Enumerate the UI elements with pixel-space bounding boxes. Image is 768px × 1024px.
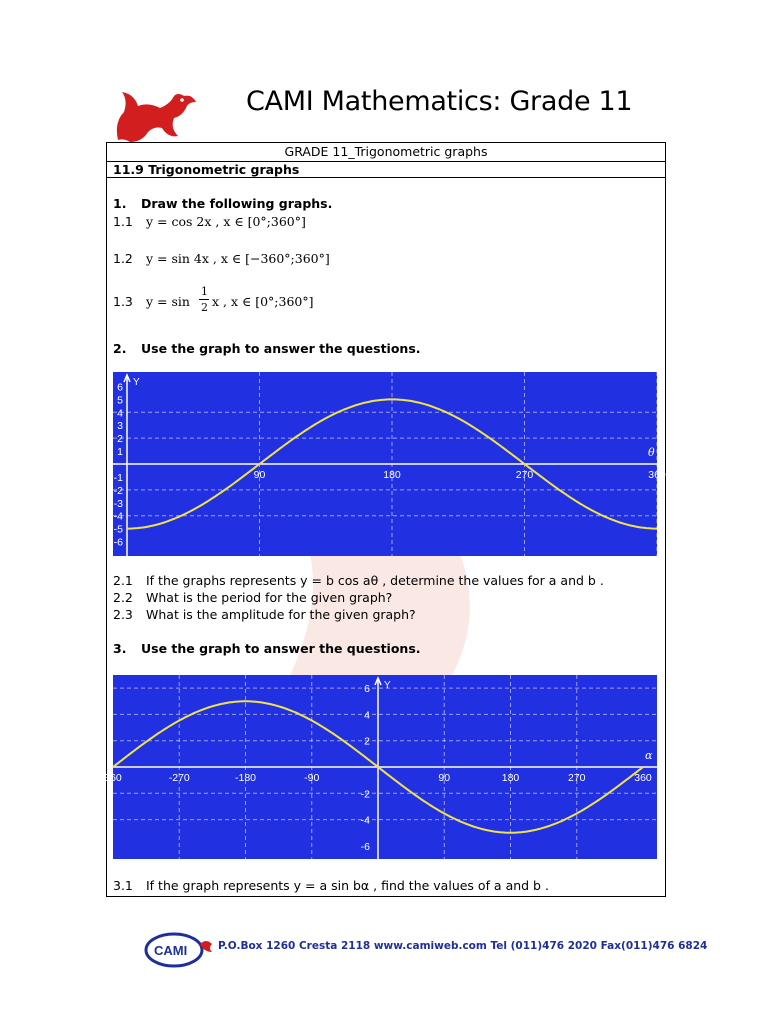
x-tick-label: 360: [104, 772, 122, 784]
section-heading: 11.9 Trigonometric graphs: [107, 162, 665, 178]
y-tick-label: -1: [113, 471, 123, 484]
q3-1-text: If the graph represents y = a sin bα , find the values of a and b .: [146, 878, 549, 893]
x-tick-label: 270: [515, 469, 534, 481]
q1-1-expr: y = cos 2x , x ∈ [0°;360°]: [146, 214, 306, 229]
q1-2-num: 1.2: [113, 251, 133, 266]
y-tick-label: -5: [113, 523, 123, 536]
y-tick-label: 2: [364, 735, 370, 748]
q1-text: Draw the following graphs.: [141, 196, 333, 211]
q2-3-text: What is the amplitude for the given graph?: [146, 607, 416, 622]
y-tick-label: -6: [360, 840, 370, 853]
q1-3-frac-num: 1: [201, 285, 208, 298]
x-tick-label: 90: [253, 469, 266, 481]
q3-label: 3.: [113, 641, 127, 656]
y-tick-label: 4: [117, 407, 123, 420]
q3-text: Use the graph to answer the questions.: [141, 641, 421, 656]
q2-text: Use the graph to answer the questions.: [141, 341, 421, 356]
y-tick-label: 6: [364, 683, 370, 696]
q2-2-num: 2.2: [113, 590, 133, 605]
y-tick-label: -4: [360, 814, 370, 827]
y-tick-label: 2: [117, 433, 123, 446]
q2-3-num: 2.3: [113, 607, 133, 622]
q1-2-expr: y = sin 4x , x ∈ [−360°;360°]: [146, 251, 330, 266]
y-tick-label: -4: [113, 510, 123, 523]
q1-3-frac-den: 2: [201, 301, 208, 314]
x-axis-label: α: [645, 749, 653, 762]
y-axis-label: Y: [384, 680, 391, 691]
y-axis-label: Y: [133, 377, 140, 388]
x-tick-label: -180: [234, 772, 257, 784]
fraction-bar: [199, 299, 209, 300]
y-tick-label: -2: [113, 484, 123, 497]
q1-3-expr-post: x , x ∈ [0°;360°]: [212, 294, 314, 309]
footer-logo-text: CAMI: [154, 943, 188, 958]
table-heading: GRADE 11_Trigonometric graphs: [107, 143, 665, 162]
q1-1-num: 1.1: [113, 214, 133, 229]
page-title: CAMI Mathematics: Grade 11: [246, 86, 633, 117]
x-tick-label: 360: [648, 469, 666, 481]
y-tick-label: 1: [117, 446, 123, 459]
x-tick-label: 180: [501, 772, 520, 784]
y-tick-label: -6: [113, 536, 123, 549]
x-tick-label: -90: [304, 772, 320, 784]
q2-2-text: What is the period for the given graph?: [146, 590, 393, 605]
cami-dragon-logo: [108, 82, 204, 146]
q1-3-expr-pre: y = sin: [146, 294, 190, 309]
x-axis-label: θ: [648, 446, 655, 459]
graph-2-svg: [104, 675, 657, 859]
x-tick-label: 180: [383, 469, 401, 481]
graph-1: [113, 372, 666, 556]
x-tick-label: 90: [438, 772, 451, 784]
y-tick-label: 3: [117, 420, 123, 433]
y-tick-label: 4: [364, 709, 370, 722]
q2-1-num: 2.1: [113, 573, 133, 588]
y-tick-label: 6: [117, 381, 123, 394]
footer-contact: P.O.Box 1260 Cresta 2118 www.camiweb.com Tel (011)476 2020 Fax(011)476 6824: [218, 940, 708, 952]
q3-1-num: 3.1: [113, 878, 133, 893]
q1-3-num: 1.3: [113, 294, 133, 309]
y-tick-label: -3: [113, 497, 123, 510]
graph-1-svg: [113, 372, 666, 556]
x-tick-label: 270: [567, 772, 586, 784]
x-tick-label: -270: [168, 772, 190, 784]
x-tick-label: 360: [634, 772, 652, 784]
y-tick-label: -2: [360, 788, 370, 801]
q1-label: 1.: [113, 196, 127, 211]
graph-2: [104, 675, 657, 859]
y-tick-label: 5: [117, 394, 123, 407]
q2-label: 2.: [113, 341, 127, 356]
q2-1-text: If the graphs represents y = b cos aθ , determine the values for a and b .: [146, 573, 604, 588]
